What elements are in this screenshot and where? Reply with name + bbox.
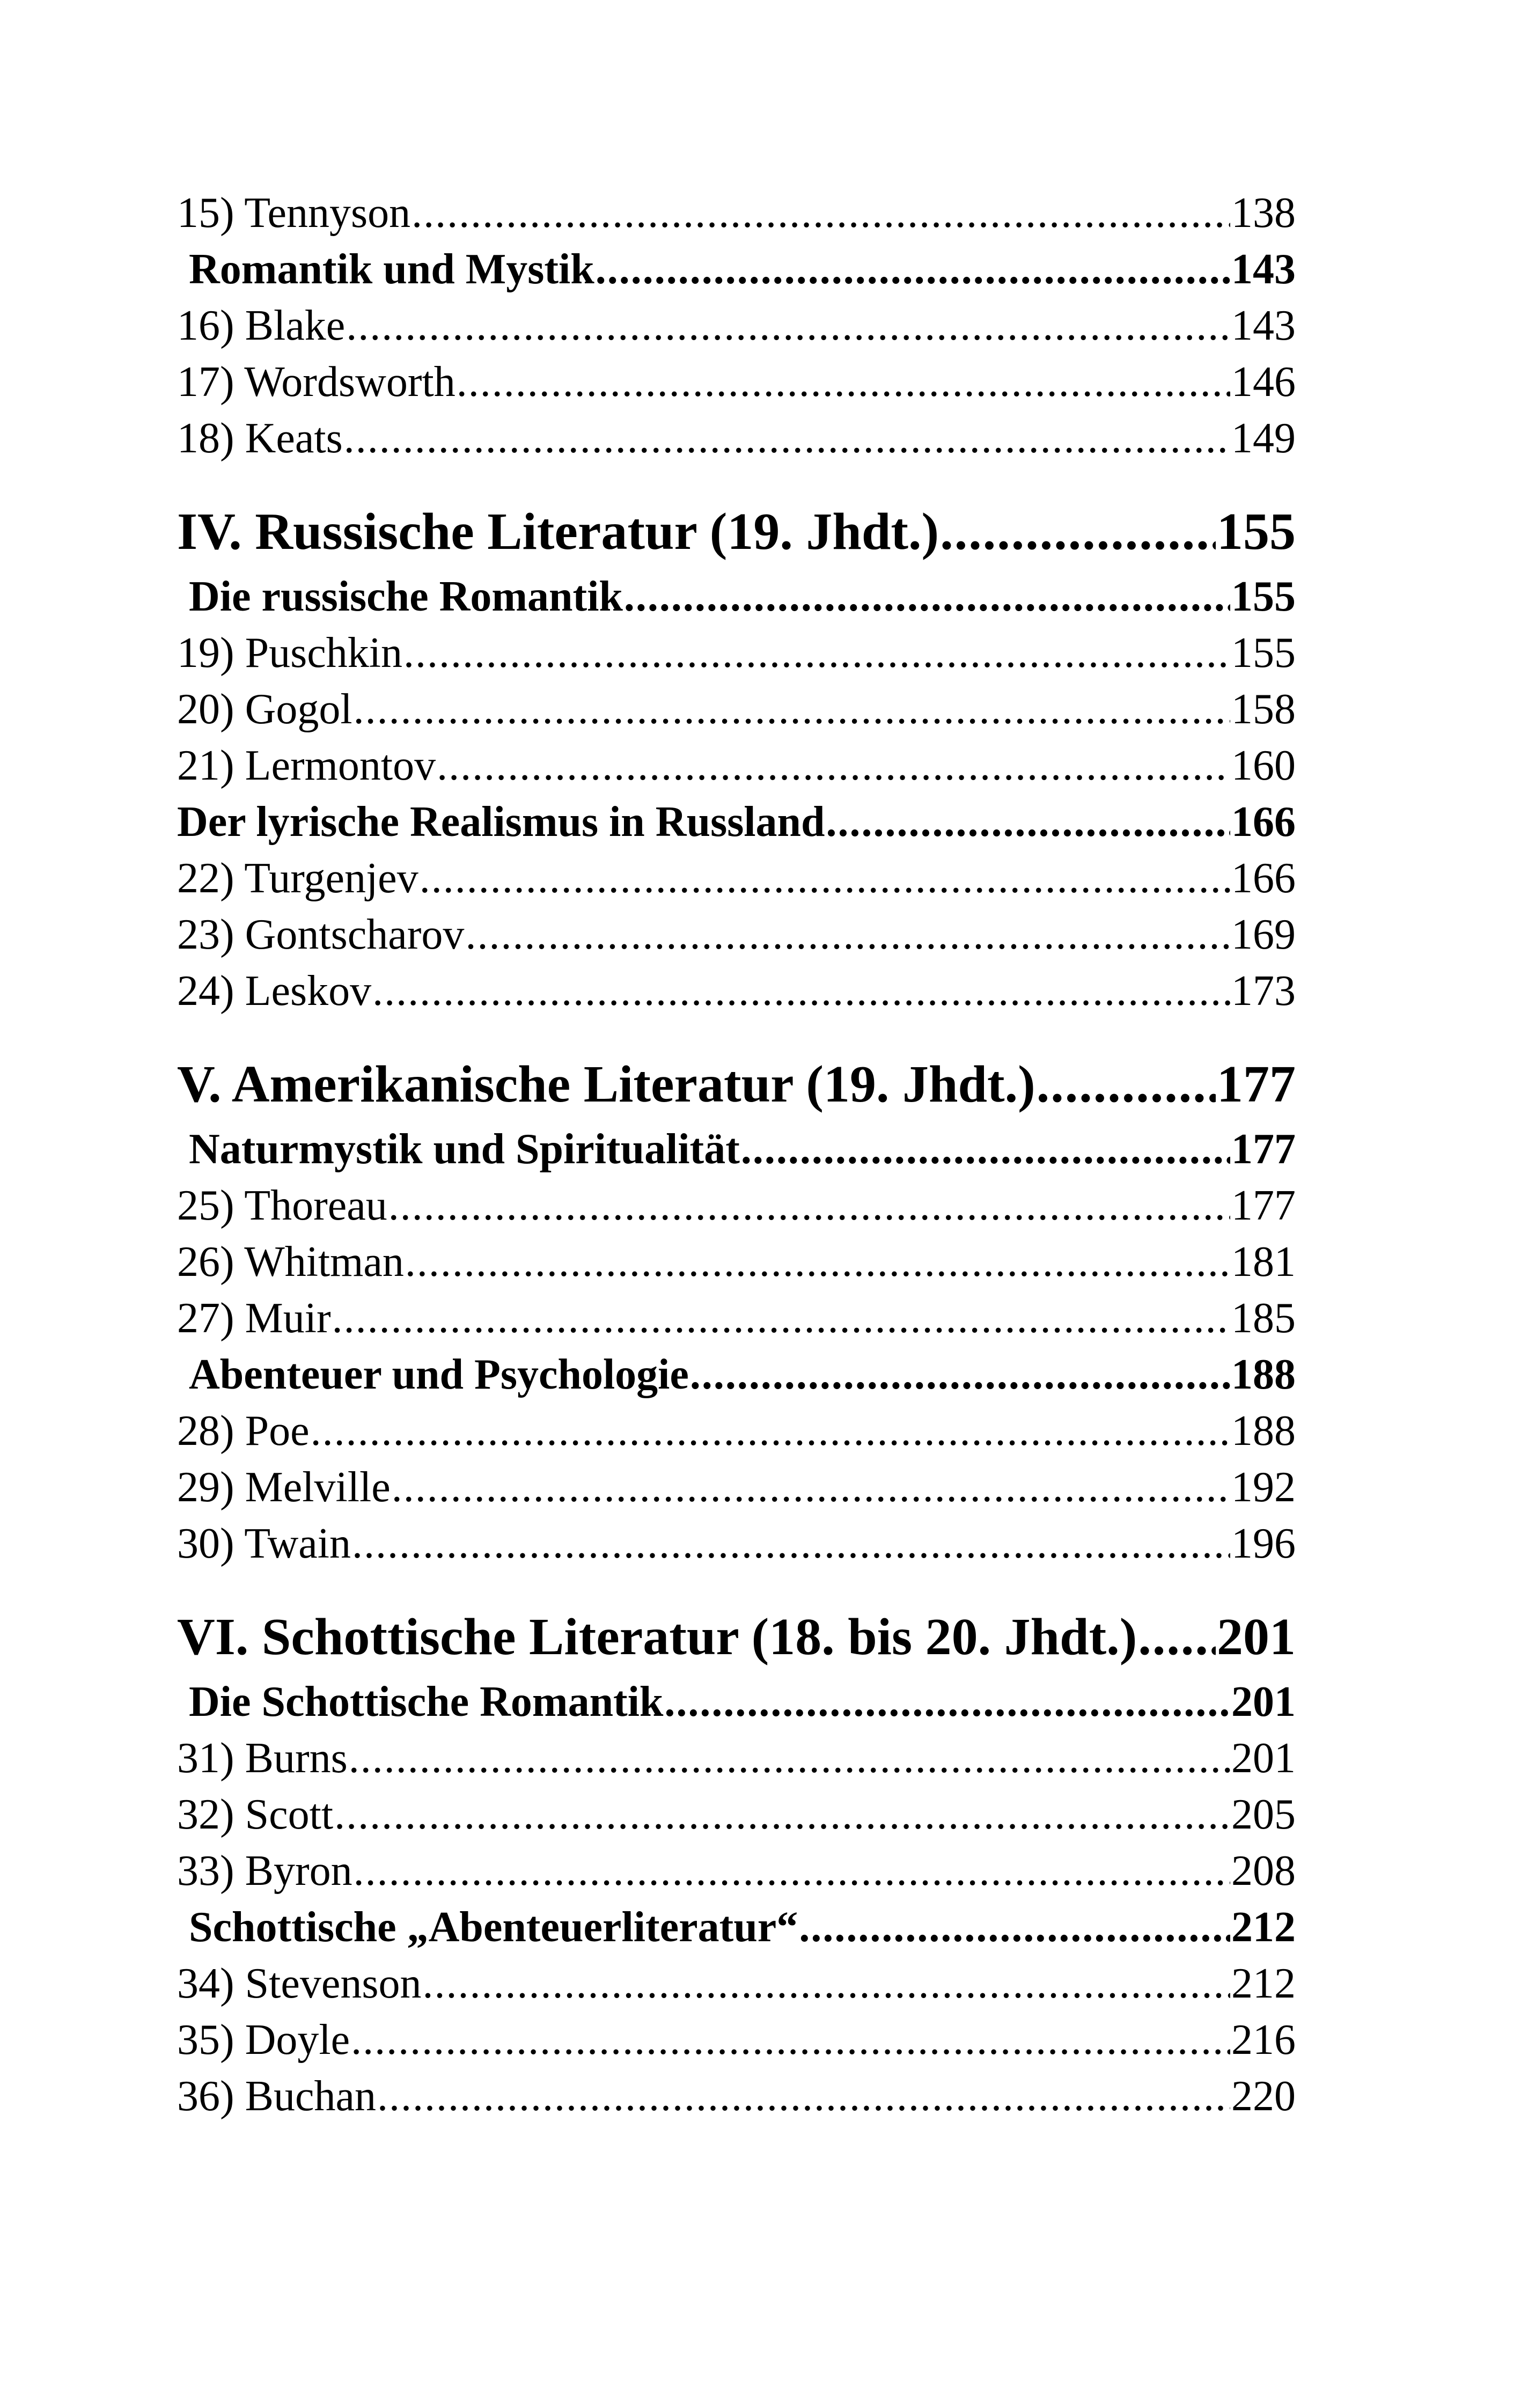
toc-subsection-page: 155 xyxy=(1231,573,1296,620)
dot-leader xyxy=(403,625,1230,681)
dot-leader xyxy=(354,1843,1230,1899)
toc-entry xyxy=(177,1787,1296,1843)
dot-leader xyxy=(392,1459,1230,1516)
toc-entry-label: 30) Twain xyxy=(177,1520,351,1567)
toc-subsection-label: Schottische „Abenteuerliteratur“ xyxy=(189,1904,798,1951)
toc-entry xyxy=(177,1403,1296,1459)
toc-subsection-label: Die russische Romantik xyxy=(189,573,623,620)
dot-leader xyxy=(372,963,1230,1019)
toc-entry-page: 212 xyxy=(1231,1960,1296,2007)
toc-subsection xyxy=(177,1347,1296,1403)
toc-subsection-page: 143 xyxy=(1231,246,1296,293)
toc-entry xyxy=(177,1956,1296,2012)
dot-leader xyxy=(351,2012,1230,2068)
toc-entry-label: 18) Keats xyxy=(177,415,343,462)
toc-subsection xyxy=(177,1674,1296,1730)
table-of-contents xyxy=(177,185,1296,2125)
toc-entry xyxy=(177,963,1296,1019)
toc-entry-page: 173 xyxy=(1231,967,1296,1015)
toc-entry-label: 22) Turgenjev xyxy=(177,855,418,902)
toc-subsection xyxy=(177,1121,1296,1178)
dot-leader xyxy=(334,1787,1230,1843)
dot-leader xyxy=(412,185,1230,241)
dot-leader xyxy=(940,495,1216,569)
toc-entry-label: 26) Whitman xyxy=(177,1238,404,1286)
dot-leader xyxy=(344,410,1230,467)
dot-leader xyxy=(799,1899,1230,1956)
toc-entry-page: 216 xyxy=(1231,2016,1296,2064)
dot-leader xyxy=(346,298,1230,354)
toc-entry xyxy=(177,298,1296,354)
toc-entry-page: 181 xyxy=(1231,1238,1296,1286)
dot-leader xyxy=(377,2068,1230,2125)
toc-entry-page: 138 xyxy=(1231,189,1296,237)
toc-entry-page: 192 xyxy=(1231,1464,1296,1511)
toc-chapter-label: V. Amerikanische Literatur (19. Jhdt.) xyxy=(177,1055,1035,1113)
toc-entry-page: 158 xyxy=(1231,686,1296,733)
toc-entry xyxy=(177,1516,1296,1572)
toc-subsection-page: 201 xyxy=(1231,1678,1296,1726)
toc-subsection xyxy=(177,241,1296,298)
toc-entry-label: 36) Buchan xyxy=(177,2073,377,2120)
toc-entry-label: 23) Gontscharov xyxy=(177,911,465,958)
toc-subsection-label: Abenteuer und Psychologie xyxy=(189,1351,689,1398)
toc-subsection-page: 166 xyxy=(1231,798,1296,846)
toc-subsection xyxy=(177,569,1296,625)
toc-entry-label: 27) Muir xyxy=(177,1295,331,1342)
toc-chapter xyxy=(177,495,1296,569)
toc-subsection-label: Die Schottische Romantik xyxy=(189,1678,664,1726)
toc-entry-page: 201 xyxy=(1231,1735,1296,1782)
dot-leader xyxy=(332,1290,1230,1347)
toc-chapter-page: 177 xyxy=(1217,1055,1296,1113)
toc-entry-page: 220 xyxy=(1231,2073,1296,2120)
toc-entry xyxy=(177,410,1296,467)
toc-entry xyxy=(177,2068,1296,2125)
toc-subsection-page: 188 xyxy=(1231,1351,1296,1398)
toc-entry-label: 33) Byron xyxy=(177,1847,352,1895)
toc-entry-label: 16) Blake xyxy=(177,302,346,349)
dot-leader xyxy=(690,1347,1230,1403)
toc-entry xyxy=(177,1843,1296,1899)
toc-entry-page: 160 xyxy=(1231,742,1296,789)
dot-leader xyxy=(624,569,1230,625)
toc-entry-page: 177 xyxy=(1231,1182,1296,1229)
dot-leader xyxy=(311,1403,1230,1459)
toc-chapter xyxy=(177,1600,1296,1674)
dot-leader xyxy=(388,1178,1230,1234)
dot-leader xyxy=(457,354,1230,410)
dot-leader xyxy=(349,1730,1230,1787)
toc-entry-label: 21) Lermontov xyxy=(177,742,436,789)
toc-entry xyxy=(177,1178,1296,1234)
toc-entry xyxy=(177,2012,1296,2068)
toc-chapter-page: 201 xyxy=(1217,1608,1296,1666)
toc-chapter-label: IV. Russische Literatur (19. Jhdt.) xyxy=(177,503,939,561)
toc-entry xyxy=(177,625,1296,681)
dot-leader xyxy=(465,907,1230,963)
toc-entry xyxy=(177,850,1296,907)
toc-subsection-label: Naturmystik und Spiritualität xyxy=(189,1126,740,1173)
toc-entry-page: 166 xyxy=(1231,855,1296,902)
toc-subsection-label: Der lyrische Realismus in Russland xyxy=(177,798,825,846)
toc-entry xyxy=(177,185,1296,241)
dot-leader xyxy=(826,794,1230,850)
toc-entry-label: 29) Melville xyxy=(177,1464,391,1511)
toc-entry xyxy=(177,1730,1296,1787)
dot-leader xyxy=(423,1956,1230,2012)
toc-entry-page: 169 xyxy=(1231,911,1296,958)
toc-entry-page: 185 xyxy=(1231,1295,1296,1342)
toc-entry-page: 196 xyxy=(1231,1520,1296,1567)
dot-leader xyxy=(437,738,1230,794)
toc-entry xyxy=(177,1459,1296,1516)
toc-entry-page: 143 xyxy=(1231,302,1296,349)
toc-entry-page: 205 xyxy=(1231,1791,1296,1838)
toc-entry-label: 32) Scott xyxy=(177,1791,334,1838)
toc-entry-label: 17) Wordsworth xyxy=(177,358,455,406)
toc-entry-label: 20) Gogol xyxy=(177,686,352,733)
toc-chapter xyxy=(177,1047,1296,1121)
toc-subsection-page: 212 xyxy=(1231,1904,1296,1951)
dot-leader xyxy=(420,850,1230,907)
dot-leader xyxy=(354,681,1230,738)
toc-entry xyxy=(177,738,1296,794)
toc-entry-page: 188 xyxy=(1231,1407,1296,1455)
dot-leader xyxy=(1138,1600,1216,1674)
toc-chapter-page: 155 xyxy=(1217,503,1296,561)
toc-entry xyxy=(177,354,1296,410)
toc-entry-label: 19) Puschkin xyxy=(177,629,402,677)
toc-subsection-label: Romantik und Mystik xyxy=(189,246,594,293)
dot-leader xyxy=(664,1674,1230,1730)
dot-leader xyxy=(405,1234,1230,1290)
dot-leader xyxy=(1037,1047,1216,1121)
toc-entry-label: 31) Burns xyxy=(177,1735,348,1782)
toc-entry-label: 34) Stevenson xyxy=(177,1960,422,2007)
toc-entry-page: 146 xyxy=(1231,358,1296,406)
toc-entry-page: 155 xyxy=(1231,629,1296,677)
toc-entry-label: 28) Poe xyxy=(177,1407,310,1455)
toc-entry-page: 149 xyxy=(1231,415,1296,462)
toc-subsection xyxy=(177,794,1296,850)
toc-subsection-page: 177 xyxy=(1231,1126,1296,1173)
toc-entry-page: 208 xyxy=(1231,1847,1296,1895)
dot-leader xyxy=(741,1121,1230,1178)
toc-subsection xyxy=(177,1899,1296,1956)
dot-leader xyxy=(596,241,1230,298)
toc-entry xyxy=(177,1234,1296,1290)
toc-entry xyxy=(177,907,1296,963)
toc-entry xyxy=(177,1290,1296,1347)
toc-entry-label: 25) Thoreau xyxy=(177,1182,387,1229)
toc-chapter-label: VI. Schottische Literatur (18. bis 20. Jhdt.) xyxy=(177,1608,1137,1666)
toc-entry-label: 15) Tennyson xyxy=(177,189,411,237)
toc-entry xyxy=(177,681,1296,738)
toc-entry-label: 24) Leskov xyxy=(177,967,372,1015)
toc-entry-label: 35) Doyle xyxy=(177,2016,350,2064)
dot-leader xyxy=(352,1516,1230,1572)
